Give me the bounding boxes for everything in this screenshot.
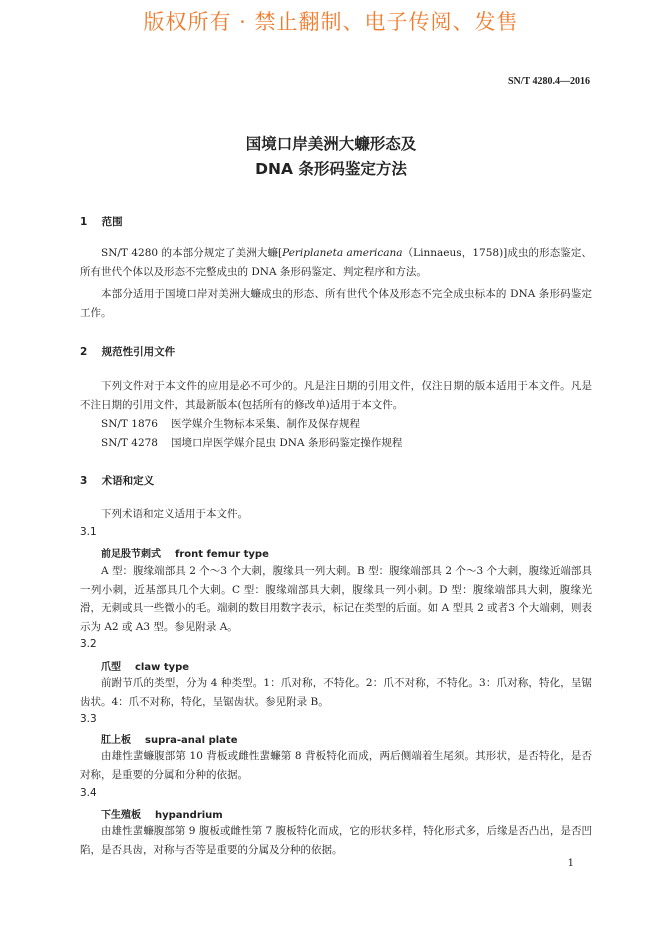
terms-intro-paragraph: 下列术语和定义适用于本文件。 — [101, 508, 248, 520]
scope-paragraph-1 — [80, 244, 592, 281]
term-title — [101, 545, 269, 560]
term-english: hypandrium — [155, 810, 223, 821]
document-title — [0, 132, 662, 182]
scope-paragraph-2: 本部分适用于国境口岸对美洲大蠊成虫的形态、所有世代个体及形态不完全成虫标本的 DNA 条形码鉴定工作。 — [80, 288, 592, 319]
section-number: 2 — [80, 346, 88, 358]
term-english: front femur type — [175, 549, 269, 560]
title-line-1: 国境口岸美洲大蠊形态及 — [245, 135, 417, 153]
term-definition: 由雄性蜚蠊腹部第 9 腹板或雌性第 7 腹板特化而成，它的形状多样，特化形式多，后缘是否凸出，是否凹陷，是否具齿，对称与否等是重要的分属及分种的依据。 — [80, 825, 592, 856]
term-chinese: 肛上板 — [101, 735, 131, 746]
text-segment: （Linnaeus，1758)]成虫的形态鉴定、所有世代个体以及形态不完整成虫的 DNA 条形码鉴定、判定程序和方法。 — [80, 247, 592, 278]
term-definition: 前跗节爪的类型，分为 4 种类型。1：爪对称，不特化。2：爪不对称，不特化。3：爪对称，特化，呈锯齿状。4：爪不对称，特化，呈锯齿状。参见附录 B。 — [80, 677, 592, 708]
term-number: 3.1 — [80, 526, 97, 538]
text-segment: SN/T 4280 的本部分规定了美洲大蠊[ — [101, 247, 283, 259]
species-name: Periplaneta americana — [282, 247, 403, 259]
section-heading-terms — [80, 473, 154, 488]
standard-code: SN/T 4280.4—2016 — [507, 76, 590, 87]
section-title: 范围 — [101, 216, 123, 228]
reference-code: SN/T 1876 — [101, 418, 158, 430]
section-title: 规范性引用文件 — [101, 346, 176, 358]
section-title: 术语和定义 — [101, 475, 155, 487]
term-definition: A 型：腹缘端部具 2 个～3 个大刺，腹缘具一列大刺。B 型：腹缘端部具 2 个～3 个大刺，腹缘近端部具一列小刺，近基部具几个大刺。C 型：腹缘端部具大刺，腹缘具一列小刺。D 型：腹缘端部具大刺，腹缘光滑，无刺或具一些微小的毛。端刺的数目用数字表示，标记在类型的后面。如 A 型具 2 或者3 个大端刺，则表示为 A2 或 A3 型。参见附录 A。 — [80, 565, 592, 633]
copyright-watermark: 版权所有 · 禁止翻制、电子传阅、发售 — [143, 10, 519, 34]
reference-code: SN/T 4278 — [101, 437, 158, 449]
reference-title: 医学媒介生物标本采集、制作及保存规程 — [171, 418, 360, 430]
term-english: supra-anal plate — [145, 735, 238, 746]
term-number: 3.2 — [80, 638, 97, 650]
term-title — [101, 658, 189, 673]
term-title — [101, 806, 223, 821]
term-number: 3.3 — [80, 713, 97, 725]
term-chinese: 下生殖板 — [101, 810, 141, 821]
term-definition: 由雄性蜚蠊腹部第 10 背板或雌性蜚蠊第 8 背板特化而成，两后侧端着生尾须。其形状，是否特化，是否对称，是重要的分属和分种的依据。 — [80, 750, 592, 781]
term-title — [101, 731, 237, 746]
term-number: 3.4 — [80, 787, 97, 799]
section-number: 3 — [80, 475, 88, 487]
title-line-2: DNA 条形码鉴定方法 — [255, 160, 407, 178]
page-number: 1 — [567, 858, 574, 869]
term-chinese: 爪型 — [101, 662, 121, 673]
section-heading-scope — [80, 214, 123, 229]
term-chinese: 前足股节刺式 — [101, 549, 161, 560]
reference-title: 国境口岸医学媒介昆虫 DNA 条形码鉴定操作规程 — [171, 437, 403, 449]
section-heading-normative-references — [80, 344, 175, 359]
section-number: 1 — [80, 216, 88, 228]
reference-item — [101, 434, 402, 452]
term-english: claw type — [135, 662, 190, 673]
references-intro-paragraph: 下列文件对于本文件的应用是必不可少的。凡是注日期的引用文件，仅注日期的版本适用于本文件。凡是不注日期的引用文件，其最新版本(包括所有的修改单)适用于本文件。 — [80, 380, 592, 411]
reference-item — [101, 415, 360, 433]
